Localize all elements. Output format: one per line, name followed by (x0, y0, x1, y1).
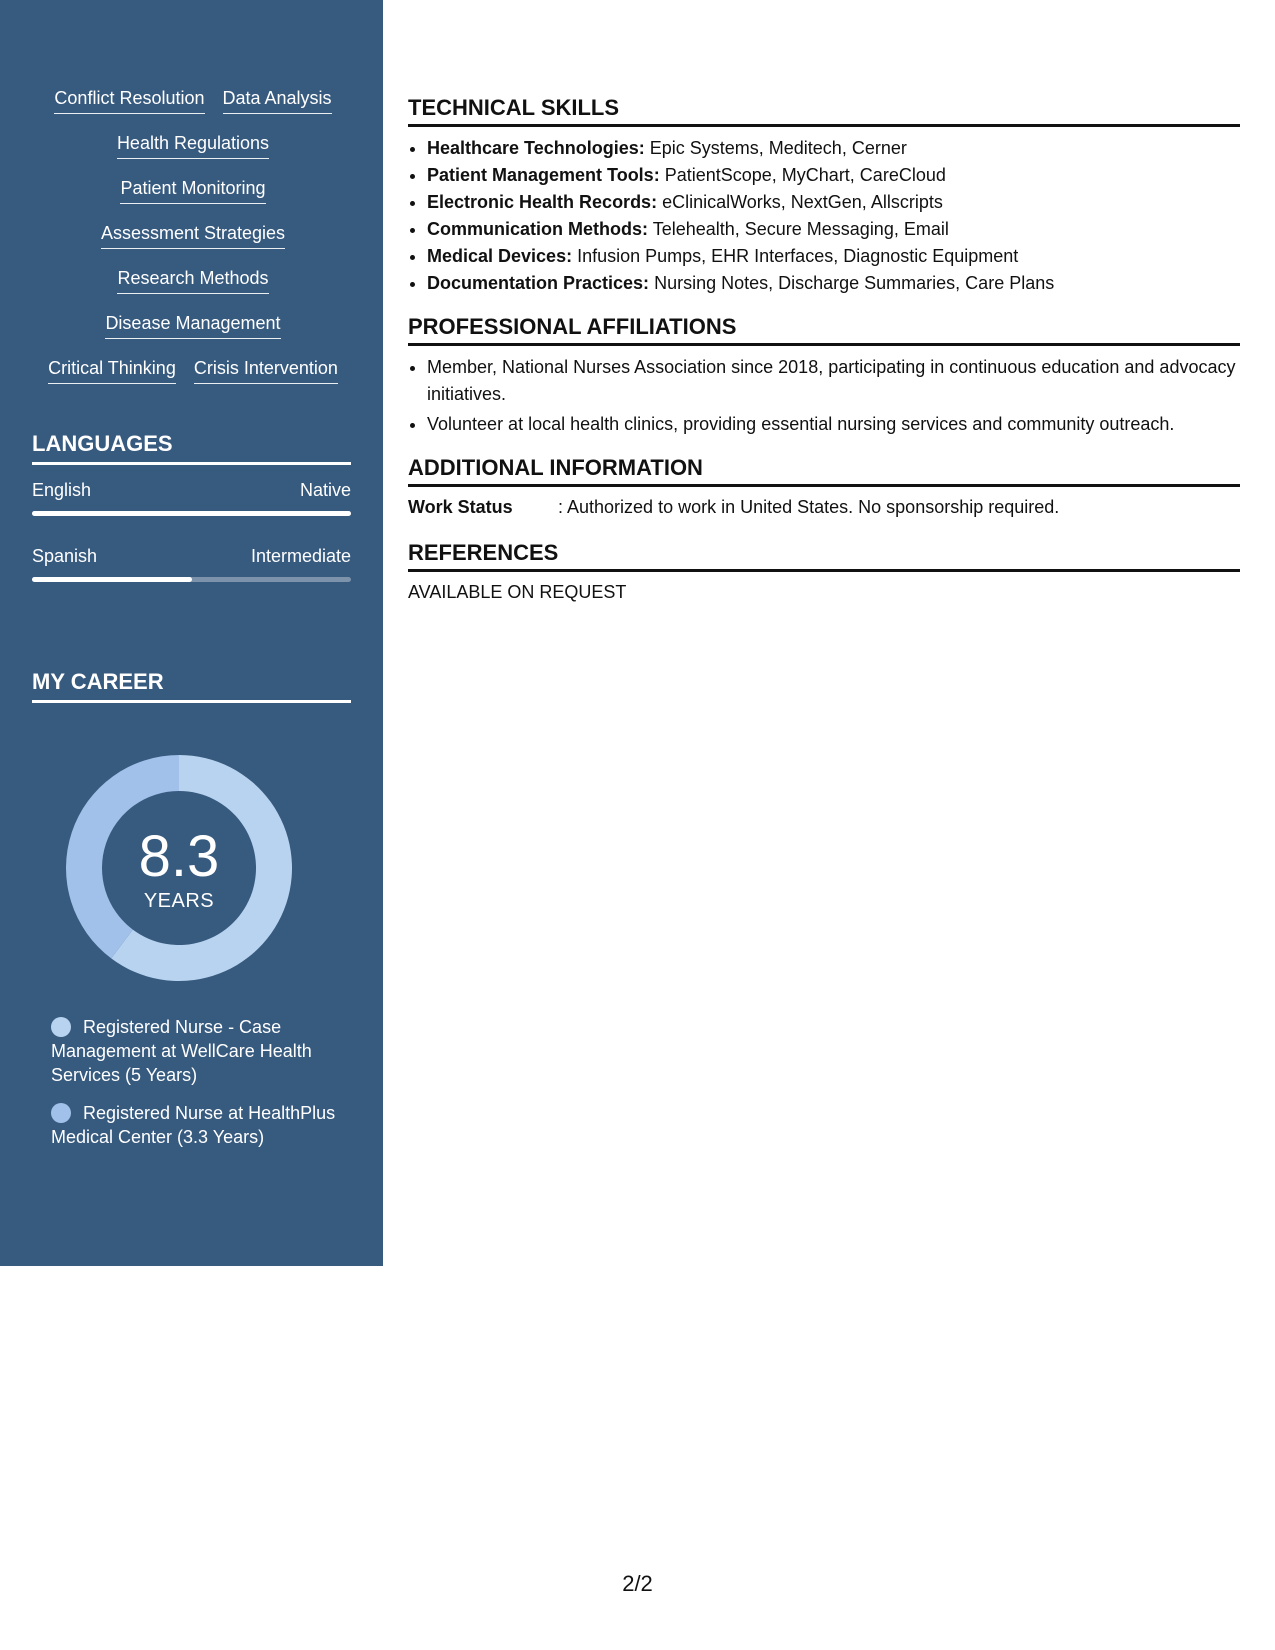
technical-skill-label: Documentation Practices: (427, 273, 650, 293)
language-item (32, 478, 351, 516)
technical-skill-value: Nursing Notes, Discharge Summaries, Care Plans (654, 273, 1055, 293)
language-level: Intermediate (250, 546, 351, 566)
technical-skill-item (427, 216, 1240, 243)
skill-row (28, 266, 358, 294)
technical-skill-label: Healthcare Technologies: (427, 138, 645, 158)
language-item (32, 544, 351, 582)
language-row (32, 478, 351, 502)
skill-row (28, 131, 358, 159)
skill-row (28, 356, 358, 384)
skill-row (28, 221, 358, 249)
technical-skills-list (408, 135, 1240, 297)
technical-skill-item (427, 270, 1240, 297)
language-proficiency-bar (32, 577, 351, 582)
main-content (408, 94, 1240, 604)
skill-tag: Health Regulations (117, 131, 269, 159)
affiliations-list (408, 354, 1240, 438)
language-proficiency-bar (32, 511, 351, 516)
affiliations-heading: PROFESSIONAL AFFILIATIONS (408, 313, 1240, 346)
technical-skill-label: Patient Management Tools: (427, 165, 660, 185)
skill-tag: Patient Monitoring (120, 176, 265, 204)
language-name: Spanish (32, 546, 98, 566)
language-proficiency-fill (32, 577, 192, 582)
technical-skill-value: eClinicalWorks, NextGen, Allscripts (662, 192, 943, 212)
affiliation-item: • Member, National Nurses Association since 2018, participating in continuous education and advocacy initiatives. (427, 354, 1240, 408)
technical-skill-value: Infusion Pumps, EHR Interfaces, Diagnostic Equipment (577, 246, 1019, 266)
technical-skill-value: Telehealth, Secure Messaging, Email (652, 219, 949, 239)
skill-tag: Assessment Strategies (101, 221, 285, 249)
technical-skill-label: Communication Methods: (427, 219, 648, 239)
career-total-unit: YEARS (143, 890, 215, 912)
language-level: Native (299, 480, 351, 500)
technical-skill-label: Electronic Health Records: (427, 192, 658, 212)
skill-row (28, 176, 358, 204)
career-heading: MY CAREER (32, 668, 351, 703)
career-legend-dot (51, 1103, 71, 1123)
affiliation-item: • Volunteer at local health clinics, providing essential nursing services and community outreach. (427, 411, 1240, 438)
additional-info-heading: ADDITIONAL INFORMATION (408, 454, 1240, 487)
references-text: AVAILABLE ON REQUEST (408, 582, 627, 602)
technical-skill-value: PatientScope, MyChart, CareCloud (664, 165, 946, 185)
references-heading: REFERENCES (408, 539, 1240, 572)
career-item-text: Registered Nurse - Case Management at WellCare Health Services (5 Years) (51, 1017, 312, 1085)
sidebar (0, 0, 383, 1266)
skill-row (28, 86, 358, 114)
language-name: English (32, 480, 92, 500)
technical-skill-item (427, 162, 1240, 189)
technical-skill-label: Medical Devices: (427, 246, 573, 266)
career-list (51, 1015, 351, 1163)
technical-skill-item (427, 243, 1240, 270)
language-row (32, 544, 351, 568)
technical-skills-heading: TECHNICAL SKILLS (408, 94, 1240, 127)
page-number: 2/2 (622, 1571, 653, 1596)
career-total (66, 755, 292, 981)
work-status-value: : Authorized to work in United States. No sponsorship required. (558, 497, 1060, 517)
career-legend-dot (51, 1017, 71, 1037)
career-item (51, 1015, 351, 1087)
language-proficiency-fill (32, 511, 351, 516)
languages-heading: LANGUAGES (32, 430, 351, 465)
skill-row (28, 311, 358, 339)
career-item-text: Registered Nurse at HealthPlus Medical Center (3.3 Years) (51, 1103, 336, 1147)
skill-tag: Disease Management (105, 311, 280, 339)
career-item (51, 1101, 351, 1149)
work-status-row (408, 495, 1240, 519)
skills-list (28, 86, 358, 401)
technical-skill-item (427, 135, 1240, 162)
work-status-label: Work Status (408, 497, 513, 517)
career-total-value: 8.3 (138, 824, 220, 889)
technical-skill-item (427, 189, 1240, 216)
skill-tag: Data Analysis (223, 86, 332, 114)
skill-tag: Conflict Resolution (54, 86, 204, 114)
technical-skill-value: Epic Systems, Meditech, Cerner (649, 138, 907, 158)
skill-tag: Research Methods (117, 266, 268, 294)
skill-tag: Crisis Intervention (194, 356, 338, 384)
skill-tag: Critical Thinking (48, 356, 176, 384)
